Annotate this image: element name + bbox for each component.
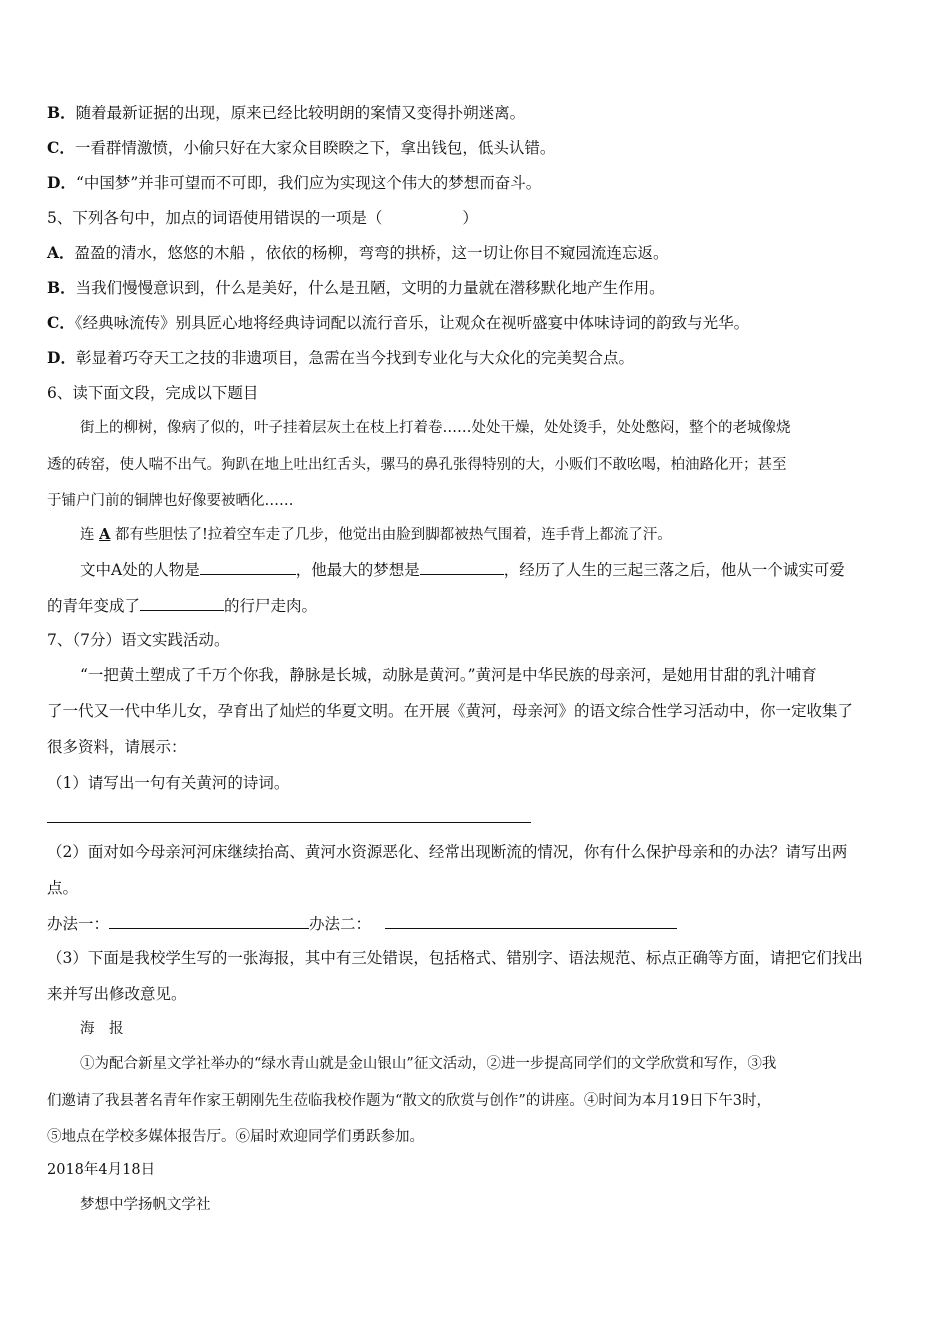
option-text: 一看群情激愤，小偷只好在大家众目睽睽之下，拿出钱包，低头认错。 [74,139,556,157]
question-text: 的青年变成了 [47,597,141,615]
option-label: C． [47,313,75,332]
poster-line: ⑤地点在学校多媒体报告厅。⑥届时欢迎同学们勇跃参加。 [47,1129,424,1145]
q7-sub3-line: （3）下面是我校学生写的一张海报，其中有三处错误，包括格式、错别字、语法规范、标点正确等方面，请把它们找出 [47,949,863,967]
method-label: 办法二： [309,915,372,933]
answer-blank[interactable] [109,912,309,929]
q5-stem-text: 5、下列各句中，加点的词语使用错误的一项是（ [47,209,383,227]
q6-question-line [80,558,907,581]
poster-title: 海 报 [80,1021,124,1037]
option-label: A． [47,243,75,262]
q5-option-d [47,347,907,369]
answer-blank[interactable] [200,558,296,575]
poster-date: 2018年4月18日 [47,1162,156,1178]
option-text: “中国梦”并非可望而不可即，我们应为实现这个伟大的梦想而奋斗。 [75,174,542,192]
q5-option-c [47,312,907,334]
option-text: 随着最新证据的出现，原来已经比较明朗的案情又变得扑朔迷离。 [75,104,526,122]
q7-stem: 7、（7分）语文实践活动。 [47,631,230,649]
answer-line[interactable] [47,822,531,823]
q7-sub3-line: 来并写出修改意见。 [47,985,187,1003]
q6-passage-line: 街上的柳树，像病了似的，叶子挂着层灰土在枝上打着卷……处处干燥，处处烫手，处处憋闷，整个的老城像烧 [80,420,791,436]
q4-option-b [47,102,907,124]
option-text: 彰显着巧夺天工之技的非遗项目，急需在当今找到专业化与大众化的完美契合点。 [75,349,634,367]
option-label: C． [47,138,75,157]
q4-option-d [47,172,907,194]
answer-blank[interactable] [385,912,677,929]
marker-a: A [99,526,111,543]
q7-intro-line: “一把黄土塑成了千万个你我，静脉是长城，动脉是黄河。”黄河是中华民族的母亲河，是她用甘甜的乳汁哺育 [80,666,817,684]
passage-text: 连 [80,527,100,543]
q6-passage-line: 透的砖窑，使人喘不出气。狗趴在地上吐出红舌头，骡马的鼻孔张得特别的大，小贩们不敢吆喝，柏油路化开；甚至 [47,457,787,473]
question-text: ，经历了人生的三起三落之后，他从一个诚实可爱 [503,561,845,579]
poster-line: ①为配合新星文学社举办的“绿水青山就是金山银山”征文活动，②进一步提高同学们的文学欣赏和写作，③我 [80,1056,777,1072]
option-text: 《经典咏流传》别具匠心地将经典诗词配以流行音乐，让观众在视听盛宴中体味诗词的韵致与光华。 [74,314,750,332]
q5-option-a [47,242,907,264]
q7-intro-line: 很多资料，请展示： [47,738,187,756]
q6-question-line [47,594,907,617]
q7-sub1: （1）请写出一句有关黄河的诗词。 [47,774,290,792]
option-label: D． [47,173,76,192]
q6-stem: 6、读下面文段，完成以下题目 [47,384,259,402]
option-label: B． [47,278,76,297]
q5-stem-end: ） [462,209,478,227]
question-text: 文中A处的人物是 [80,561,200,579]
option-text: 盈盈的清水，悠悠的木船 ，依依的杨柳，弯弯的拱桥，这一切让你目不窥园流连忘返。 [74,244,669,262]
q6-passage-line: 于铺户门前的铜牌也好像要被晒化…… [47,493,294,509]
option-label: D． [47,348,76,367]
option-label: B． [47,103,76,122]
answer-blank[interactable] [420,558,504,575]
question-text: ，他最大的梦想是 [295,561,420,579]
passage-text: 都有些胆怯了!拉着空车走了几步，他觉出由脸到脚都被热气围着，连手背上都流了汗。 [110,527,672,543]
q7-sub2-line: （2）面对如今母亲河河床继续抬高、黄河水资源恶化、经常出现断流的情况，你有什么保护母亲和的办法？请写出两 [47,843,848,861]
q7-sub2-line: 点。 [47,879,79,897]
q4-option-c [47,137,907,159]
poster-line: 们邀请了我县著名青年作家王朝刚先生莅临我校作题为“散文的欣赏与创作”的讲座。④时间为本月19日下午3时， [47,1093,771,1109]
question-text: 的行尸走肉。 [224,597,318,615]
answer-blank[interactable] [140,594,224,611]
q5-option-b [47,277,907,299]
poster-org: 梦想中学扬帆文学社 [80,1197,211,1213]
q5-stem [47,207,907,229]
q7-methods [47,912,907,935]
method-label: 办法一： [47,915,110,933]
q7-intro-line: 了一代又一代中华儿女，孕育出了灿烂的华夏文明。在开展《黄河，母亲河》的语文综合性学习活动中，你一定收集了 [47,702,854,720]
q6-passage-line [80,524,907,546]
option-text: 当我们慢慢意识到，什么是美好，什么是丑陋，文明的力量就在潜移默化地产生作用。 [75,279,665,297]
